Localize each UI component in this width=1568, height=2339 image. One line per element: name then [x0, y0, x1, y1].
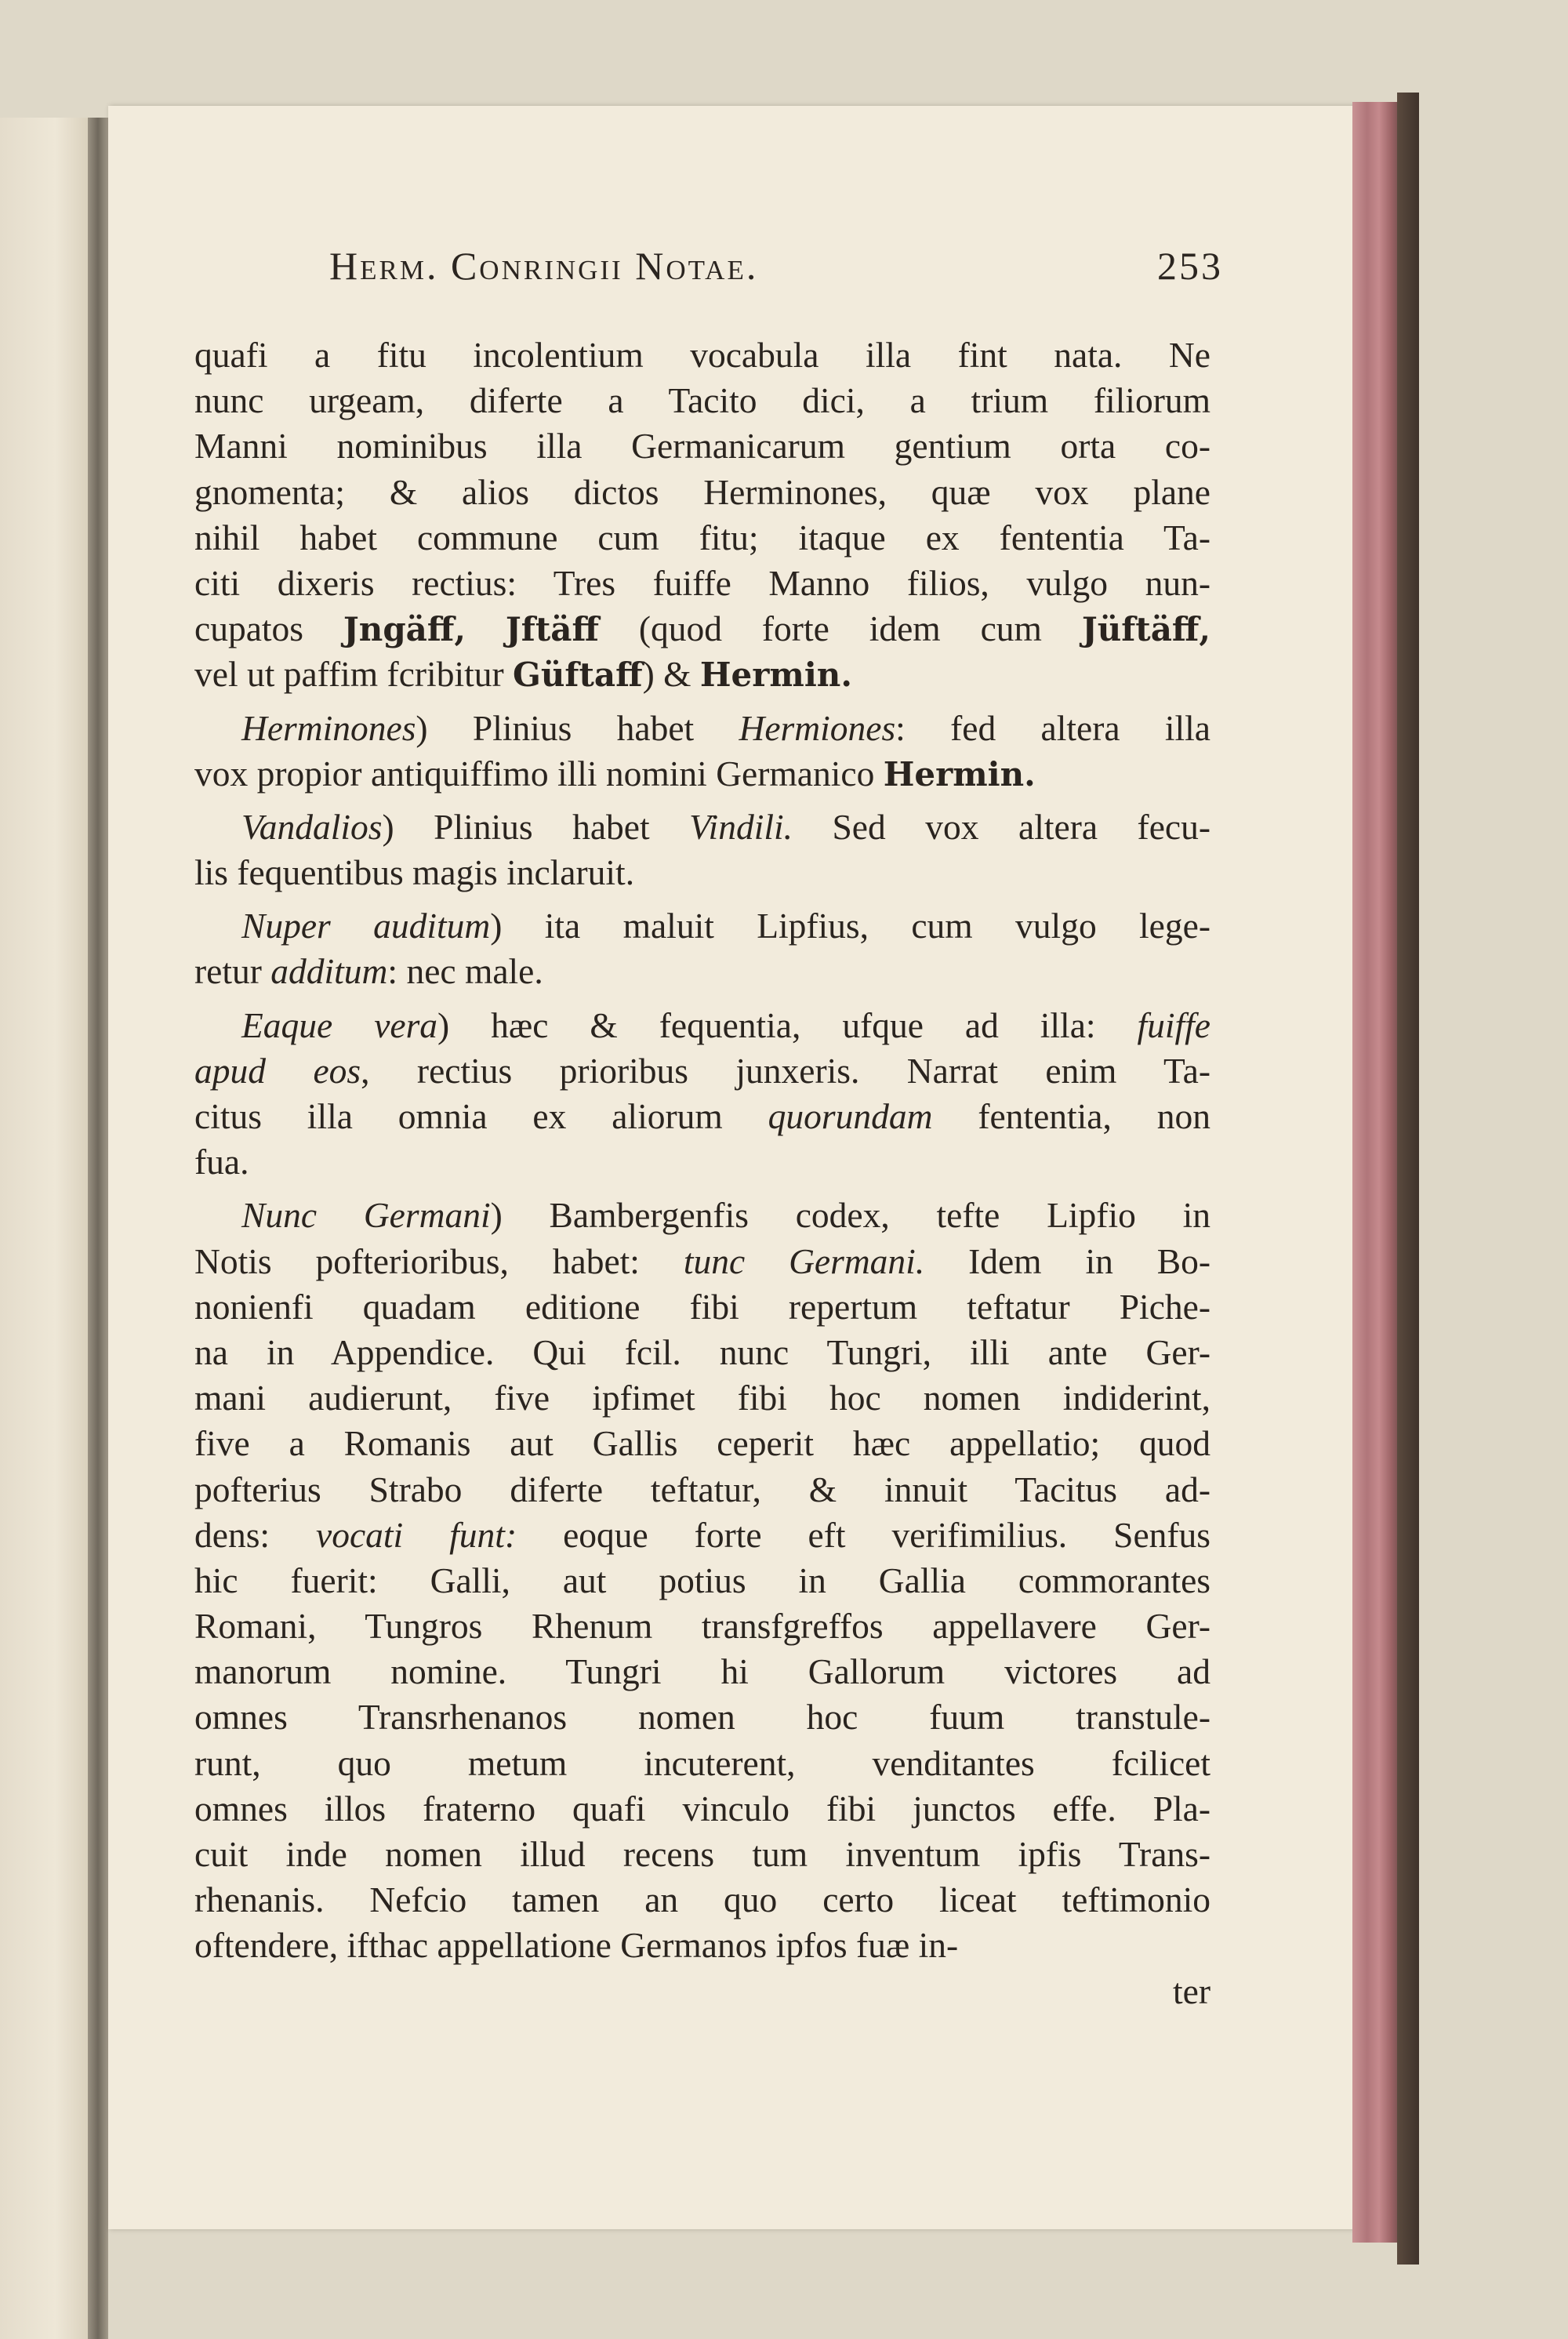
text-segment: runt, quo metum incuterent, venditantes fcilicet: [194, 1742, 1210, 1783]
fraktur-text: Hermin.: [699, 656, 852, 695]
running-head: [329, 243, 1223, 289]
text-segment: pofterius Strabo diferte teftatur, & innuit Tacitus ad-: [194, 1469, 1210, 1509]
text-line: [194, 949, 1210, 994]
text-segment: fua.: [194, 1142, 249, 1182]
text-segment: fententia, non: [932, 1096, 1210, 1136]
text-segment: ) Plinius habet: [416, 707, 739, 748]
text-segment: Sed vox altera fecu-: [793, 806, 1210, 847]
text-segment: ) hæc & fequentia, ufque ad illa:: [437, 1004, 1138, 1045]
text-line: [194, 903, 1210, 949]
page-number: 253: [1157, 244, 1223, 288]
italic-text: quorundam: [768, 1096, 933, 1136]
text-line: [194, 804, 1210, 850]
running-title: Herm. Conringii Notae.: [329, 244, 759, 288]
italic-text: additum: [270, 951, 388, 992]
text-segment: : fed altera illa: [895, 707, 1210, 748]
text-segment: omnes illos fraterno quafi vinculo fibi junctos effe. Pla-: [194, 1788, 1210, 1829]
text-segment: eoque forte eft verifimilius. Senfus: [517, 1514, 1210, 1555]
text-line: [194, 1741, 1210, 1786]
text-segment: (quod forte idem cum: [598, 608, 1082, 649]
text-line: [194, 378, 1210, 423]
text-line: [194, 1375, 1210, 1421]
text-segment: lis fequentibus magis inclaruit.: [194, 852, 635, 893]
italic-text: Vindili.: [689, 806, 793, 847]
text-segment: mani audierunt, five ipfimet fibi hoc nomen indiderint,: [194, 1378, 1210, 1418]
italic-text: Nunc Germani: [241, 1195, 491, 1236]
text-line: [194, 1003, 1210, 1048]
italic-text: apud eos: [194, 1050, 361, 1091]
text-line: [194, 561, 1210, 606]
text-line: [194, 1877, 1210, 1923]
text-segment: cuit inde nomen illud recens tum inventum ipfis Trans-: [194, 1834, 1210, 1874]
text-segment: nunc urgeam, diferte a Tacito dici, a trium filiorum: [194, 380, 1210, 421]
text-segment: Romani, Tungros Rhenum transfgreffos appellavere Ger-: [194, 1606, 1210, 1647]
text-segment: ) Plinius habet: [382, 806, 690, 847]
italic-text: Eaque vera: [241, 1004, 438, 1045]
text-line: [194, 1558, 1210, 1604]
text-line: [194, 606, 1210, 652]
text-line: [194, 470, 1210, 515]
paragraph: [194, 1003, 1210, 1186]
text-segment: Notis pofterioribus, habet:: [194, 1240, 684, 1281]
text-segment: ) Bambergenfis codex, tefte Lipfio in: [490, 1195, 1211, 1236]
text-segment: citi dixeris rectius: Tres fuiffe Manno filios, vulgo nun-: [194, 562, 1210, 603]
text-line: [194, 1513, 1210, 1558]
text-segment: ) ita maluit Lipfius, cum vulgo lege-: [490, 906, 1210, 946]
text-line: [194, 1094, 1210, 1139]
text-line: [194, 1649, 1210, 1694]
text-segment: citus illa omnia ex aliorum: [194, 1096, 768, 1136]
text-segment: Manni nominibus illa Germanicarum gentium orta co-: [194, 426, 1210, 467]
catchword: ter: [1173, 1970, 1210, 2011]
text-segment: quafi a fitu incolentium vocabula illa fint nata. Ne: [194, 335, 1210, 375]
text-line: [194, 332, 1210, 378]
text-line: [194, 1193, 1210, 1238]
book-gutter: [88, 118, 108, 2339]
text-line: [194, 1694, 1210, 1740]
italic-text: Nuper auditum: [241, 906, 491, 946]
text-segment: rhenanis. Nefcio tamen an quo certo liceat teftimonio: [194, 1880, 1210, 1920]
text-segment: , rectius prioribus junxeris. Narrat enim Ta-: [361, 1050, 1210, 1091]
text-segment: na in Appendice. Qui fcil. nunc Tungri, illi ante Ger-: [194, 1331, 1210, 1372]
text-line: [194, 1421, 1210, 1466]
italic-text: Herminones: [241, 707, 416, 748]
text-segment: nonienfi quadam editione fibi repertum teftatur Piche-: [194, 1286, 1210, 1327]
text-line: [194, 850, 1210, 895]
text-segment: retur: [194, 951, 271, 992]
text-segment: ) &: [642, 654, 700, 695]
text-segment: hic fuerit: Galli, aut potius in Gallia commorantes: [194, 1560, 1210, 1600]
fraktur-text: Hermin.: [883, 754, 1036, 794]
text-line: [194, 1139, 1210, 1185]
text-line: [194, 1923, 1210, 1968]
text-segment: manorum nomine. Tungri hi Gallorum victores ad: [194, 1651, 1210, 1692]
text-line: [194, 1284, 1210, 1330]
page-edges: [1352, 102, 1401, 2243]
text-segment: cupatos: [194, 608, 343, 649]
text-line: [194, 706, 1210, 751]
text-line: [194, 1330, 1210, 1375]
text-line: [194, 1467, 1210, 1513]
page-body: [194, 332, 1210, 2014]
paragraph: [194, 332, 1210, 698]
text-segment: Idem in Bo-: [924, 1240, 1210, 1281]
text-line: [194, 515, 1210, 561]
text-line: [194, 751, 1210, 797]
text-line: [194, 1239, 1210, 1284]
text-segment: gnomenta; & alios dictos Herminones, quæ vox plane: [194, 471, 1210, 512]
facing-page-edge: [0, 118, 93, 2339]
fraktur-text: Güftaff: [513, 656, 643, 695]
text-segment: vel ut paffim fcribitur: [194, 654, 514, 695]
text-line: [194, 652, 1210, 697]
paragraph: [194, 903, 1210, 994]
book-binding: [1397, 93, 1419, 2265]
text-segment: nihil habet commune cum fitu; itaque ex fententia Ta-: [194, 517, 1210, 558]
text-segment: omnes Transrhenanos nomen hoc fuum transtule-: [194, 1697, 1210, 1738]
text-line: [194, 423, 1210, 469]
paragraph: [194, 706, 1210, 797]
italic-text: Vandalios: [241, 806, 383, 847]
text-line: [194, 1048, 1210, 1094]
italic-text: fuiffe: [1137, 1004, 1210, 1045]
text-segment: oftendere, ifthac appellatione Germanos ipfos fuæ in-: [194, 1925, 959, 1966]
fraktur-text: Jftäff: [505, 610, 599, 649]
text-line: [194, 1786, 1210, 1832]
text-line: [194, 1832, 1210, 1877]
text-segment: five a Romanis aut Gallis ceperit hæc appellatio; quod: [194, 1423, 1210, 1464]
italic-text: vocati funt:: [316, 1514, 517, 1555]
text-segment: vox propior antiquiffimo illi nomini Germanico: [194, 753, 884, 794]
text-segment: : nec male.: [387, 951, 543, 992]
text-line: [194, 1604, 1210, 1649]
fraktur-text: Jngäff,: [343, 610, 466, 649]
italic-text: Hermiones: [739, 707, 896, 748]
paragraph: [194, 804, 1210, 895]
text-segment: dens:: [194, 1514, 317, 1555]
fraktur-text: Jüftäff,: [1081, 610, 1211, 649]
text-segment: [466, 608, 506, 648]
paragraph: [194, 1193, 1210, 1968]
italic-text: tunc Germani.: [683, 1240, 925, 1281]
